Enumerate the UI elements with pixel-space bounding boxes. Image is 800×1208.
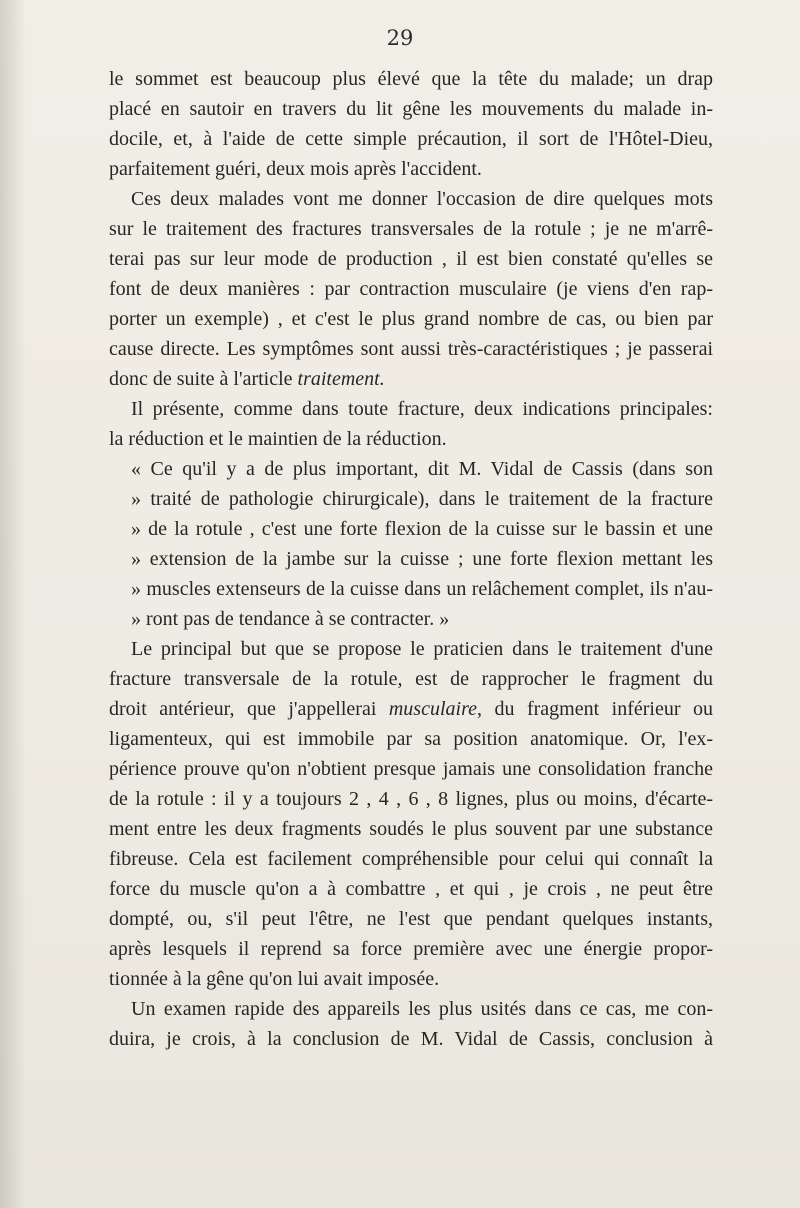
body-text	[109, 64, 713, 1054]
text-line	[109, 664, 713, 694]
text-line	[109, 574, 713, 604]
text-line-content: Ces deux malades vont me donner l'occasion de dire quelques mots	[131, 188, 713, 210]
text-line-content: donc de suite à l'article	[109, 368, 298, 390]
text-line	[109, 874, 713, 904]
text-line-content: sur le traitement des fractures transversales de la rotule ; je ne m'arrê-	[109, 218, 713, 240]
text-line-content: docile, et, à l'aide de cette simple précaution, il sort de l'Hôtel-Dieu,	[109, 128, 713, 150]
text-line	[109, 274, 713, 304]
text-line	[109, 94, 713, 124]
text-line	[109, 364, 713, 394]
text-line	[109, 304, 713, 334]
text-line-content: ment entre les deux fragments soudés le plus souvent par une substance	[109, 818, 713, 840]
text-line-content: droit antérieur, que j'appellerai	[109, 698, 389, 720]
text-line	[109, 394, 713, 424]
text-line-continuation: , du fragment inférieur ou	[477, 698, 713, 720]
text-line-content: Il présente, comme dans toute fracture, deux indications principales:	[131, 398, 713, 420]
text-line-content: « Ce qu'il y a de plus important, dit M. Vidal de Cassis (dans son	[131, 458, 713, 480]
text-line	[109, 994, 713, 1024]
text-line-content: fibreuse. Cela est facilement compréhensible pour celui qui connaît la	[109, 848, 713, 870]
text-line	[109, 694, 713, 724]
text-line	[109, 64, 713, 94]
text-line	[109, 964, 713, 994]
text-line-content: de la rotule : il y a toujours 2 , 4 , 6 , 8 lignes, plus ou moins, d'écarte-	[109, 788, 713, 810]
text-line-content: Le principal but que se propose le praticien dans le traitement d'une	[131, 638, 713, 660]
text-line-content: dompté, ou, s'il peut l'être, ne l'est que pendant quelques instants,	[109, 908, 713, 930]
text-line-content: terai pas sur leur mode de production , il est bien constaté qu'elles se	[109, 248, 713, 270]
text-line	[109, 334, 713, 364]
text-line-content: cause directe. Les symptômes sont aussi très-caractéristiques ; je passerai	[109, 338, 713, 360]
text-line	[109, 424, 713, 454]
text-line-content: périence prouve qu'on n'obtient presque jamais une consolidation franche	[109, 758, 713, 780]
text-line	[109, 844, 713, 874]
text-line	[109, 124, 713, 154]
text-line-content: placé en sautoir en travers du lit gêne les mouvements du malade in-	[109, 98, 713, 120]
text-line	[109, 454, 713, 484]
page-number: 29	[386, 26, 414, 50]
text-line-content: après lesquels il reprend sa force première avec une énergie propor-	[109, 938, 713, 960]
text-line	[109, 244, 713, 274]
text-line-content: tionnée à la gêne qu'on lui avait imposée.	[109, 968, 440, 990]
page-gutter-shadow	[0, 0, 26, 1208]
text-line	[109, 814, 713, 844]
text-line	[109, 484, 713, 514]
text-line-content: » extension de la jambe sur la cuisse ; une forte flexion mettant les	[131, 548, 713, 570]
text-line-content: » ront pas de tendance à se contracter. »	[131, 608, 450, 630]
text-line-content: font de deux manières : par contraction musculaire (je viens d'en rap-	[109, 278, 713, 300]
text-line	[109, 604, 713, 634]
text-line	[109, 634, 713, 664]
text-line-content: force du muscle qu'on a à combattre , et qui , je crois , ne peut être	[109, 878, 713, 900]
text-line-content: » muscles extenseurs de la cuisse dans un relâchement complet, ils n'au-	[131, 578, 713, 600]
text-line	[109, 724, 713, 754]
italic-term: traitement.	[297, 368, 385, 390]
text-line-content: parfaitement guéri, deux mois après l'accident.	[109, 158, 482, 180]
text-line-content: duira, je crois, à la conclusion de M. Vidal de Cassis, conclusion à	[109, 1028, 713, 1050]
text-line	[109, 544, 713, 574]
text-line-content: » traité de pathologie chirurgicale), dans le traitement de la fracture	[131, 488, 713, 510]
text-line-content: Un examen rapide des appareils les plus usités dans ce cas, me con-	[131, 998, 713, 1020]
text-line-content: » de la rotule , c'est une forte flexion de la cuisse sur le bassin et une	[131, 518, 713, 540]
text-line	[109, 214, 713, 244]
text-line	[109, 784, 713, 814]
text-line	[109, 904, 713, 934]
text-line	[109, 754, 713, 784]
text-line	[109, 514, 713, 544]
text-line-content: porter un exemple) , et c'est le plus grand nombre de cas, ou bien par	[109, 308, 713, 330]
text-line-content: la réduction et le maintien de la réduction.	[109, 428, 447, 450]
text-line	[109, 934, 713, 964]
italic-term: musculaire	[388, 698, 477, 720]
text-line-content: ligamenteux, qui est immobile par sa position anatomique. Or, l'ex-	[109, 728, 713, 750]
text-line	[109, 184, 713, 214]
text-line-content: le sommet est beaucoup plus élevé que la tête du malade; un drap	[109, 68, 713, 90]
text-line	[109, 154, 713, 184]
text-line-content: fracture transversale de la rotule, est de rapprocher le fragment du	[109, 668, 713, 690]
text-line	[109, 1024, 713, 1054]
